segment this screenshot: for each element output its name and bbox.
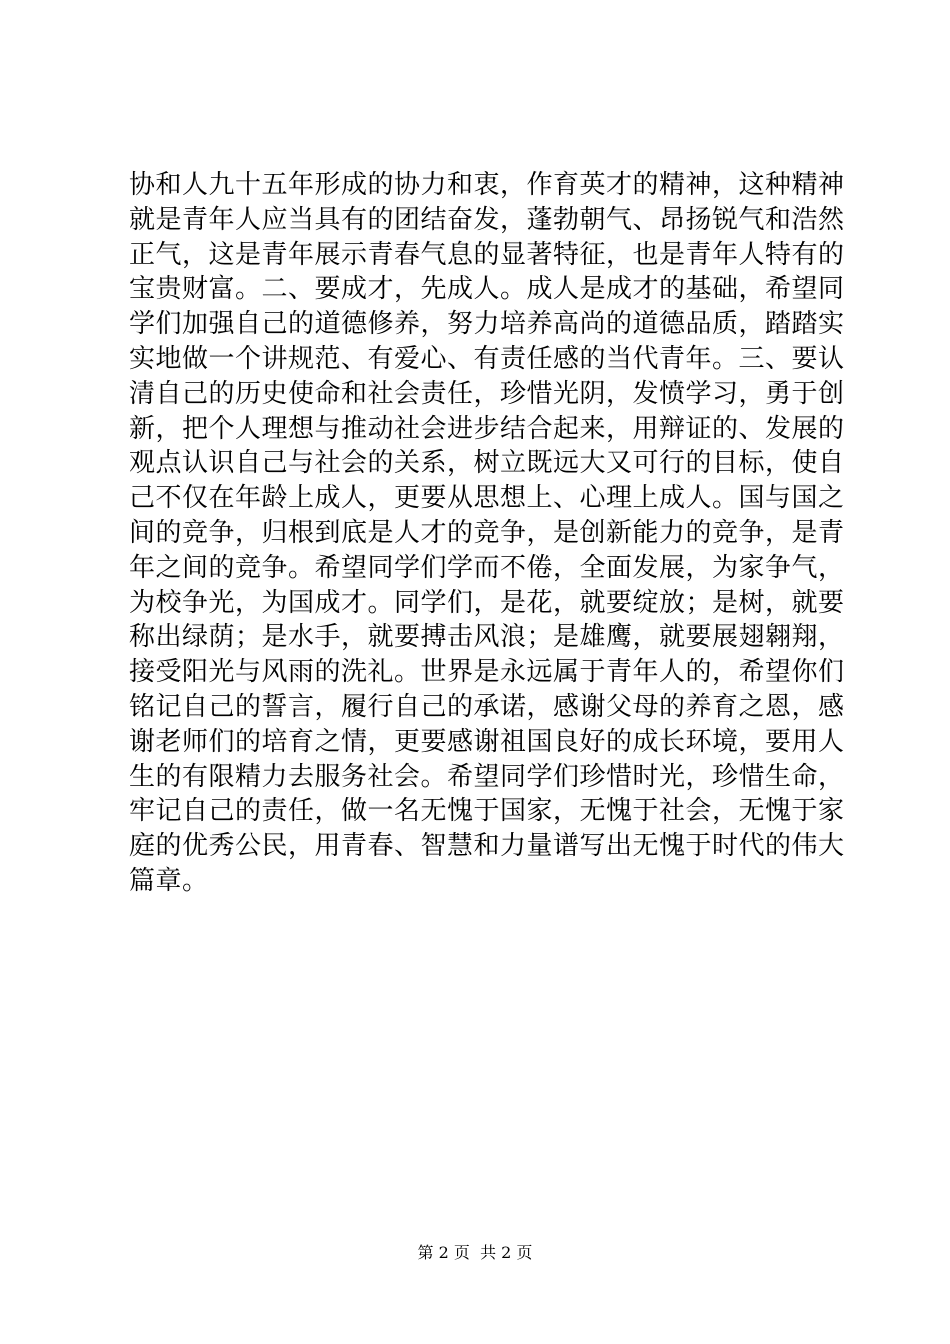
text-line: 学们加强自己的道德修养，努力培养高尚的道德品质，踏踏实 xyxy=(129,309,845,340)
text-line: 实地做一个讲规范、有爱心、有责任感的当代青年。三、要认 xyxy=(129,343,845,374)
text-line: 庭的优秀公民，用青春、智慧和力量谱写出无愧于时代的伟大 xyxy=(129,831,845,862)
page-total: 共 2 页 xyxy=(480,1243,533,1262)
text-line: 牢记自己的责任，做一名无愧于国家，无愧于社会，无愧于家 xyxy=(129,796,845,827)
text-line: 生的有限精力去服务社会。希望同学们珍惜时光，珍惜生命， xyxy=(129,761,845,792)
text-line: 协和人九十五年形成的协力和衷，作育英才的精神，这种精神 xyxy=(129,170,845,200)
text-line: 观点认识自己与社会的关系，树立既远大又可行的目标，使自 xyxy=(129,448,845,479)
text-line: 间的竞争，归根到底是人才的竞争，是创新能力的竞争，是青 xyxy=(129,517,845,548)
text-line: 清自己的历史使命和社会责任，珍惜光阴，发愤学习，勇于创 xyxy=(129,378,845,409)
text-line: 接受阳光与风雨的洗礼。世界是永远属于青年人的，希望你们 xyxy=(129,657,845,688)
body-paragraph xyxy=(129,168,845,899)
page-number: 第 2 页 xyxy=(417,1243,470,1262)
text-line: 年之间的竞争。希望同学们学而不倦，全面发展，为家争气， xyxy=(129,552,845,583)
page-footer xyxy=(0,1243,950,1263)
text-line: 篇章。 xyxy=(129,865,209,896)
text-line: 为校争光，为国成才。同学们，是花，就要绽放；是树，就要 xyxy=(129,587,845,618)
text-line: 称出绿荫；是水手，就要搏击风浪；是雄鹰，就要展翅翱翔， xyxy=(129,622,845,653)
text-line: 正气，这是青年展示青春气息的显著特征，也是青年人特有的 xyxy=(129,239,845,270)
text-line: 己不仅在年龄上成人，更要从思想上、心理上成人。国与国之 xyxy=(129,483,845,514)
text-line: 宝贵财富。二、要成才，先成人。成人是成才的基础，希望同 xyxy=(129,274,845,305)
text-line: 谢老师们的培育之情，更要感谢祖国良好的成长环境，要用人 xyxy=(129,726,845,757)
text-line: 新，把个人理想与推动社会进步结合起来，用辩证的、发展的 xyxy=(129,413,845,444)
text-line: 就是青年人应当具有的团结奋发，蓬勃朝气、昂扬锐气和浩然 xyxy=(129,204,845,235)
text-line: 铭记自己的誓言，履行自己的承诺，感谢父母的养育之恩，感 xyxy=(129,691,845,722)
